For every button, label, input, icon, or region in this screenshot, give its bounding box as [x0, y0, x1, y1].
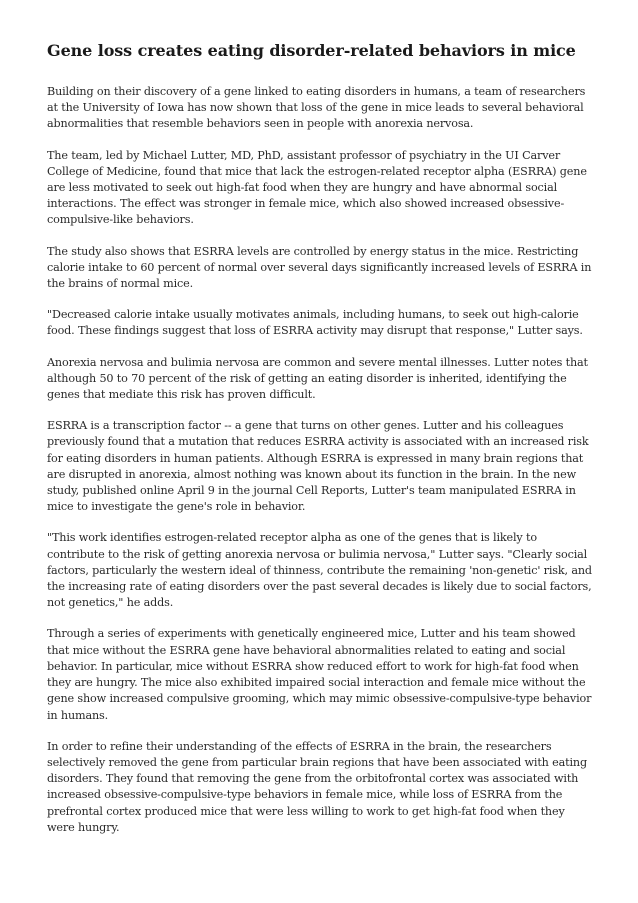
article	[47, 40, 595, 851]
paragraph-6: ESRRA is a transcription factor -- a gene that turns on other genes. Lutter and his colleagues previously found that a mutation that reduces ESRRA activity is associated with an increased risk for eating disorders in human patients. Although ESRRA is expressed in many brain regions that are disrupted in anorexia, almost nothing was known about its function in the brain. In the new study, published online April 9 in the journal Cell Reports, Lutter's team manipulated ESRRA in mice to investigate the gene's role in behavior.	[47, 419, 589, 514]
paragraph-8: Through a series of experiments with genetically engineered mice, Lutter and his team showed that mice without the ESRRA gene have behavioral abnormalities related to eating and social behavior. In particular, mice without ESRRA show reduced effort to work for high-fat food when they are hungry. The mice also exhibited impaired social interaction and female mice without the gene show increased compulsive grooming, which may mimic obsessive-compulsive-type behavior in humans.	[47, 627, 592, 722]
paragraph-9: In order to refine their understanding of the effects of ESRRA in the brain, the researchers selectively removed the gene from particular brain regions that have been associated with eating disorders. They found that removing the gene from the orbitofrontal cortex was associated with increased obsessive-compulsive-type behaviors in female mice, while loss of ESRRA from the prefrontal cortex produced mice that were less willing to work to get high-fat food when they were hungry.	[47, 739, 587, 834]
article-title: Gene loss creates eating disorder-related behaviors in mice	[47, 41, 576, 60]
paragraph-2: The team, led by Michael Lutter, MD, PhD, assistant professor of psychiatry in the UI Carver College of Medicine, found that mice that lack the estrogen-related receptor alpha (ESRRA) gene are less motivated to seek out high-fat food when they are hungry and have abnormal social interactions. The effect was stronger in female mice, which also showed increased obsessive-compulsive-like behaviors.	[47, 148, 587, 227]
paragraph-1: Building on their discovery of a gene linked to eating disorders in humans, a team of researchers at the University of Iowa has now shown that loss of the gene in mice leads to several behavioral abnormalities that resemble behaviors seen in people with anorexia nervosa.	[47, 85, 586, 131]
paragraph-4: "Decreased calorie intake usually motivates animals, including humans, to seek out high-calorie food. These findings suggest that loss of ESRRA activity may disrupt that response," Lutter says.	[47, 308, 583, 338]
paragraph-3: The study also shows that ESRRA levels are controlled by energy status in the mice. Restricting calorie intake to 60 percent of normal over several days significantly increased levels of ESRRA in the brains of normal mice.	[47, 244, 592, 291]
paragraph-5: Anorexia nervosa and bulimia nervosa are common and severe mental illnesses. Lutter notes that although 50 to 70 percent of the risk of getting an eating disorder is inherited, identifying the genes that mediate this risk has proven difficult.	[47, 355, 588, 402]
paragraph-7: "This work identifies estrogen-related receptor alpha as one of the genes that is likely to contribute to the risk of getting anorexia nervosa or bulimia nervosa," Lutter says. "Clearly social factors, particularly the western ideal of thinness, contribute the remaining 'non-genetic' risk, and the increasing rate of eating disorders over the past several decades is likely due to social factors, not genetics," he adds.	[47, 531, 592, 610]
